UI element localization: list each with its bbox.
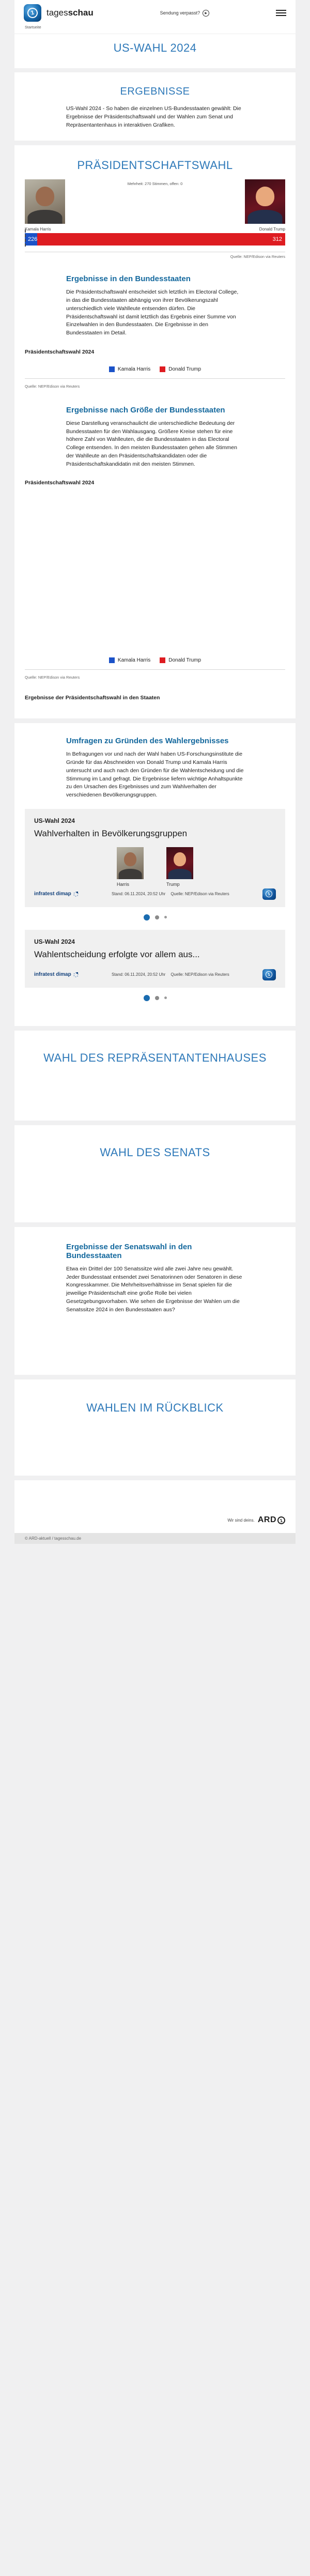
sendung-label: Sendung verpasst? [160, 10, 200, 16]
senatswahl-ergebnisse-card [14, 1227, 296, 1375]
ard-wordmark[interactable]: ARD 1 [258, 1515, 285, 1525]
carousel-dots-2 [25, 995, 285, 1001]
electoral-bar [25, 233, 285, 246]
chart2-stand: Stand: 06.11.2024, 20:52 Uhr [111, 972, 166, 977]
map-source: Quelle: NEP/Edison via Reuters [25, 384, 80, 389]
tagesschau-logo-icon[interactable]: 1 [24, 4, 41, 22]
site-footer [14, 1480, 296, 1544]
umfragen-text: In Befragungen vor und nach der Wahl haben US-Forschungsinstitute die Gründe für das Abschneiden von Donald Trump und Kamala Harris untersucht und auch nach den Gründen für die Wahlentscheidung und die Stimmung im Land gefragt. Die Ergebnisse liefern wichtige Anhaltspunkte zu den Ursachen des Ergebnisses und zum Wahlverhalten der verschiedenen Bevölkerungsgruppen. [66, 751, 244, 798]
brand-text[interactable]: tagesschau [47, 8, 94, 18]
ard-logo-icon: 1 [262, 969, 276, 980]
chart1-title: Wahlverhalten in Bevölkerungsgruppen [34, 828, 188, 838]
trump-name: Donald Trump [259, 227, 285, 232]
harris-thumb-photo [117, 847, 144, 879]
harris-bar: 226 [25, 233, 37, 246]
dot-active[interactable] [144, 995, 150, 1001]
menu-icon[interactable] [276, 10, 286, 16]
accordion-heading: Ergebnisse der Präsidentschaftswahl in den Staaten [25, 695, 160, 701]
chart1-kicker: US-Wahl 2024 [34, 817, 75, 824]
breadcrumb [14, 24, 296, 34]
infratest-dimap-logo: infratest dimap [34, 891, 79, 897]
bubble-legend: Kamala Harris Donald Trump [25, 657, 285, 663]
senat-card [14, 1125, 296, 1222]
senat-erg-text: Etwa ein Drittel der 100 Senatssitze wird alle zwei Jahre neu gewählt. Jeder Bundesstaat entsendet zwei Senatorinnen oder Senatoren in diese Kongresskammer. Die Mehrheitsverhältnisse im Senat spielen für die jeweilige Präsidentschaft eine große Rolle bei vielen Gesetzgebungsvorhaben. Wie sehen die Ergebnisse der Wahlen um die Senatssitze 2024 in den Bundesstaaten aus? [66, 1265, 242, 1313]
breadcrumb-item[interactable]: Startseite [25, 25, 41, 29]
us-bubble-map [25, 490, 285, 651]
states-section-text: Die Präsidentschaftswahl entscheidet sich letztlich im Electoral College, in das die Bundesstaaten abhängig von ihrer Bevölkerungszahl unterschiedlich viele Wahlleute entsenden dürfen. Die Präsidentschaftswahl ist damit letztlich das Ergebnis einer Summe von Einzelwahlen in den Bundesstaaten. Die Ergebnisse in den Bundesstaaten im Detail. [66, 289, 239, 336]
dot[interactable] [155, 915, 159, 919]
chart1-stand: Stand: 06.11.2024, 20:52 Uhr [111, 892, 166, 897]
dot-active[interactable] [144, 914, 150, 921]
source-note: Quelle: NEP/Edison via Reuters [230, 254, 285, 259]
senat-heading: WAHL DES SENATS [100, 1145, 210, 1159]
trump-bar: 312 [37, 233, 285, 246]
umfragen-card [14, 723, 296, 1026]
carousel-dots-1 [25, 914, 285, 921]
senat-erg-embed-placeholder [14, 1314, 296, 1375]
chart2-quelle: Quelle: NEP/Edison via Reuters [171, 972, 229, 977]
play-icon: ▶ [203, 10, 209, 17]
harris-name: Kamala Harris [25, 227, 51, 232]
repraesentantenhaus-card [14, 1031, 296, 1121]
subnav-tabs [14, 55, 296, 68]
size-section-heading: Ergebnisse nach Größe der Bundesstaaten [66, 405, 225, 415]
rueckblick-embed-placeholder [14, 1415, 296, 1476]
trump-swatch [160, 366, 165, 372]
chart2-title: Wahlentscheidung erfolgte vor allem aus... [34, 949, 200, 959]
umfragen-heading: Umfragen zu Gründen des Wahlergebnisses [66, 737, 229, 746]
rueckblick-heading: WAHLEN IM RÜCKBLICK [86, 1401, 224, 1415]
senat-erg-heading: Ergebnisse der Senatswahl in den Bundesstaaten [66, 1242, 192, 1260]
map-label: Präsidentschaftswahl 2024 [25, 348, 95, 355]
pres-heading: PRÄSIDENTSCHAFTSWAHL [77, 159, 233, 172]
bubble-map-label: Präsidentschaftswahl 2024 [25, 480, 95, 486]
infratest-dimap-logo: infratest dimap [34, 972, 79, 977]
page-title: US-WAHL 2024 [113, 41, 197, 54]
majority-marker [25, 229, 26, 247]
bubble-source: Quelle: NEP/Edison via Reuters [25, 675, 80, 680]
copyright-bar: © ARD-aktuell / tagesschau.de [14, 1533, 296, 1544]
senat-embed-placeholder [14, 1159, 296, 1222]
chart-card-motive [25, 930, 285, 988]
rueckblick-card [14, 1379, 296, 1476]
trump-thumb-photo [166, 847, 193, 879]
ard-claim: Wir sind deins. [227, 1517, 255, 1523]
top-bar [14, 0, 296, 24]
site-header [14, 0, 296, 68]
size-section-text: Diese Darstellung veranschaulicht die unterschiedliche Bedeutung der Bundesstaaten für den Wahlausgang. Größere Kreise stehen für eine höhere Zahl von Wahlleuten, die die Bundesstaaten in das Electoral College entsenden. In den meisten Bundesstaaten gehen alle Stimmen der Wahlleute an den Präsidentschaftskandidaten oder die Präsidentschaftskandidatin mit den meisten Stimmen. [66, 420, 237, 467]
trump-col-label: Trump [166, 881, 180, 887]
dot[interactable] [164, 996, 167, 999]
ergebnisse-intro-text: US-Wahl 2024 - So haben die einzelnen US-Bundesstaaten gewählt: Die Ergebnisse der Präsidentschaftswahl und der Wahlen zum Senat und Repräsentantenhaus in interaktiven Grafiken. [66, 105, 241, 128]
harris-photo [25, 179, 65, 224]
map-legend: Kamala Harris Donald Trump [25, 366, 285, 372]
states-section-heading: Ergebnisse in den Bundesstaaten [66, 274, 191, 284]
ard-logo-icon: 1 [262, 888, 276, 900]
ard-circle-icon: 1 [277, 1516, 286, 1525]
harris-col-label: Harris [117, 881, 129, 887]
dot[interactable] [164, 916, 167, 918]
repr-embed-placeholder [14, 1065, 296, 1121]
majority-note: Mehrheit: 270 Stimmen, offen: 0 [127, 181, 183, 187]
trump-photo [245, 179, 285, 224]
harris-swatch [109, 366, 115, 372]
repr-heading: WAHL DES REPRÄSENTANTENHAUSES [43, 1051, 267, 1064]
chart1-quelle: Quelle: NEP/Edison via Reuters [171, 892, 229, 897]
dot[interactable] [155, 996, 159, 1000]
praesidentschaftswahl-card [14, 145, 296, 718]
chart2-kicker: US-Wahl 2024 [34, 938, 75, 945]
chart-card-demografie [25, 809, 285, 907]
sendung-verpasst-link[interactable] [160, 10, 210, 17]
ergebnisse-intro-card [14, 72, 296, 141]
ergebnisse-heading: ERGEBNISSE [120, 86, 190, 97]
